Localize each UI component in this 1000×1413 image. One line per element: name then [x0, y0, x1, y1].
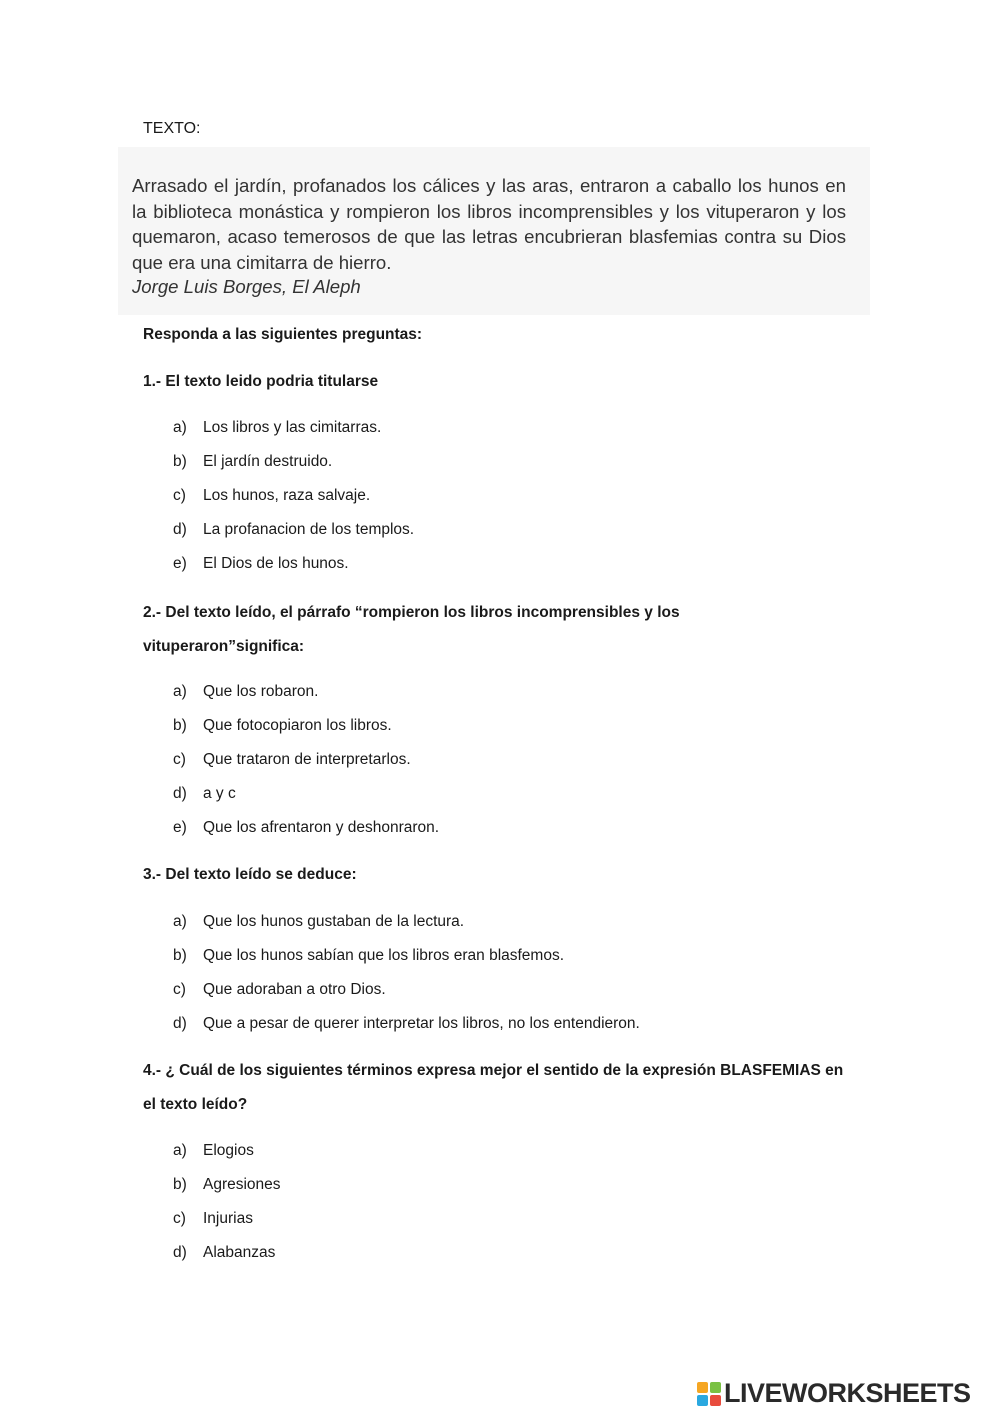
option[interactable] — [173, 683, 439, 717]
question-3-options — [173, 913, 640, 1049]
option[interactable] — [173, 717, 439, 751]
option-letter: d) — [173, 1244, 187, 1261]
question-2-text-line1: 2.- Del texto leído, el párrafo “rompieron los libros incomprensibles y los — [143, 604, 680, 621]
passage-box — [118, 147, 870, 315]
option-letter: d) — [173, 1015, 187, 1032]
option-text: El jardín destruido. — [203, 453, 333, 470]
question-2-text-line2: vituperaron”significa: — [143, 638, 305, 655]
option[interactable] — [173, 555, 414, 589]
question-4-text-line2: el texto leído? — [143, 1096, 248, 1113]
option-letter: c) — [173, 1210, 186, 1227]
option-text: Los hunos, raza salvaje. — [203, 487, 371, 504]
question-4 — [143, 1054, 883, 1122]
question-2 — [143, 596, 863, 664]
option-text: La profanacion de los templos. — [203, 521, 415, 538]
option[interactable] — [173, 913, 640, 947]
option-letter: a) — [173, 683, 187, 700]
option-text: Que los hunos sabían que los libros eran blasfemos. — [203, 947, 565, 964]
question-2-options — [173, 683, 439, 853]
passage-text: Arrasado el jardín, profanados los cálices y las aras, entraron a caballo los hunos en la biblioteca monástica y rompieron los libros incomprensibles y los vituperaron y los quemaron, acaso temerosos de que las letras encubrieran blasfemias contra su Dios que era una cimitarra de hierro. — [132, 175, 846, 273]
option[interactable] — [173, 1015, 640, 1049]
instructions: Responda a las siguientes preguntas: — [143, 326, 423, 343]
option-letter: c) — [173, 981, 186, 998]
option[interactable] — [173, 785, 439, 819]
option[interactable] — [173, 947, 640, 981]
option-text: Que a pesar de querer interpretar los libros, no los entendieron. — [203, 1015, 640, 1032]
option-text: Que los robaron. — [203, 683, 319, 700]
option-letter: c) — [173, 751, 186, 768]
option[interactable] — [173, 419, 414, 453]
option[interactable] — [173, 1142, 281, 1176]
option[interactable] — [173, 751, 439, 785]
question-3 — [143, 858, 863, 892]
option-letter: b) — [173, 1176, 187, 1193]
brand-name: LIVEWORKSHEETS — [724, 1378, 971, 1408]
option-letter: d) — [173, 521, 187, 538]
option[interactable] — [173, 1176, 281, 1210]
option[interactable] — [173, 453, 414, 487]
passage-author: Jorge Luis Borges, El Aleph — [132, 276, 361, 297]
option-letter: e) — [173, 819, 187, 836]
option-text: a y c — [203, 785, 236, 802]
option-letter: b) — [173, 717, 187, 734]
question-1 — [143, 365, 863, 399]
option[interactable] — [173, 981, 640, 1015]
option-text: Injurias — [203, 1210, 253, 1227]
option-letter: d) — [173, 785, 187, 802]
liveworksheets-logo[interactable] — [697, 1378, 971, 1409]
option-text: Que los afrentaron y deshonraron. — [203, 819, 440, 836]
option-text: Que adoraban a otro Dios. — [203, 981, 386, 998]
question-4-options — [173, 1142, 281, 1278]
question-1-text: 1.- El texto leido podria titularse — [143, 373, 379, 390]
logo-square — [697, 1382, 708, 1393]
option-letter: a) — [173, 1142, 187, 1159]
option[interactable] — [173, 819, 439, 853]
texto-label: TEXTO: — [143, 120, 201, 137]
option-text: El Dios de los hunos. — [203, 555, 349, 572]
option-letter: c) — [173, 487, 186, 504]
option-text: Que trataron de interpretarlos. — [203, 751, 411, 768]
option[interactable] — [173, 1244, 281, 1278]
logo-square — [710, 1382, 721, 1393]
question-4-text-line1: 4.- ¿ Cuál de los siguientes términos expresa mejor el sentido de la expresión BLASFEMIAS en — [143, 1062, 844, 1079]
option[interactable] — [173, 521, 414, 555]
option-text: Alabanzas — [203, 1244, 276, 1261]
option-text: Elogios — [203, 1142, 254, 1159]
option-text: Los libros y las cimitarras. — [203, 419, 382, 436]
option-letter: a) — [173, 419, 187, 436]
option-letter: b) — [173, 453, 187, 470]
option-text: Que los hunos gustaban de la lectura. — [203, 913, 465, 930]
option-letter: b) — [173, 947, 187, 964]
logo-square — [710, 1395, 721, 1406]
option-letter: a) — [173, 913, 187, 930]
option-text: Agresiones — [203, 1176, 281, 1193]
option[interactable] — [173, 1210, 281, 1244]
question-1-options — [173, 419, 414, 589]
logo-square — [697, 1395, 708, 1406]
option-letter: e) — [173, 555, 187, 572]
liveworksheets-logo-icon — [697, 1382, 721, 1406]
option[interactable] — [173, 487, 414, 521]
question-3-text: 3.- Del texto leído se deduce: — [143, 866, 357, 883]
option-text: Que fotocopiaron los libros. — [203, 717, 392, 734]
